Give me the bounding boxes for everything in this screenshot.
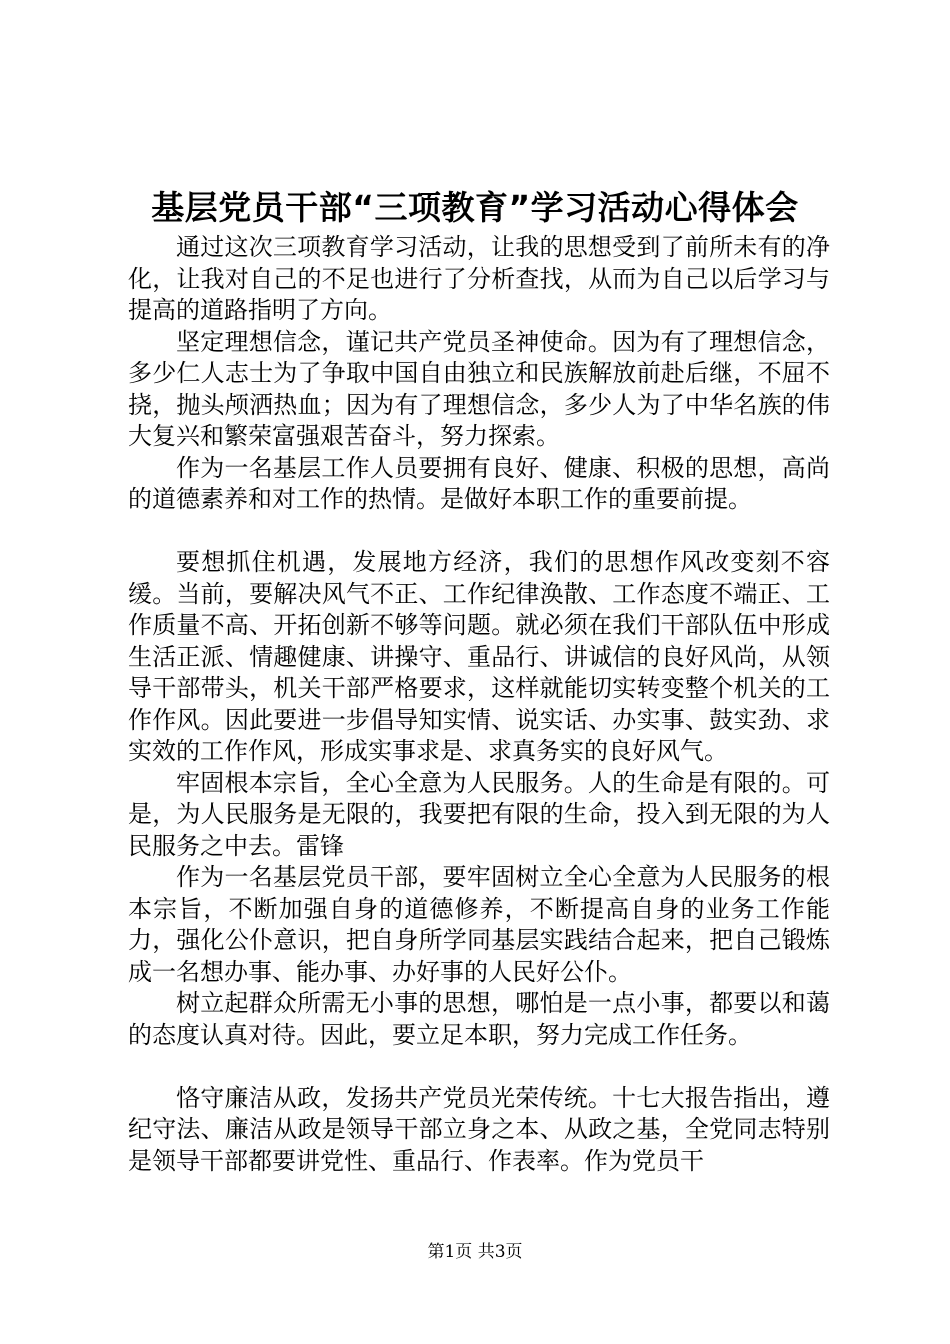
paragraph: 树立起群众所需无小事的思想，哪怕是一点小事，都要以和蔼的态度认真对待。因此，要立足本职，努力完成工作任务。: [128, 989, 830, 1049]
document-title: 基层党员干部“三项教育”学习活动心得体会: [151, 188, 799, 227]
paragraph: 通过这次三项教育学习活动，让我的思想受到了前所未有的净化，让我对自己的不足也进行了分析查找，从而为自己以后学习与提高的道路指明了方向。: [128, 233, 830, 324]
paragraph: 坚定理想信念，谨记共产党员圣神使命。因为有了理想信念，多少仁人志士为了争取中国自由独立和民族解放前赴后继，不屈不挠，抛头颅洒热血；因为有了理想信念，多少人为了中华名族的伟大复兴和繁荣富强艰苦奋斗，努力探索。: [128, 327, 830, 450]
page-number-footer: 第1页 共3页: [427, 1242, 523, 1262]
paragraph: 要想抓住机遇，发展地方经济，我们的思想作风改变刻不容缓。当前，要解决风气不正、工作纪律涣散、工作态度不端正、工作质量不高、开拓创新不够等问题。就必须在我们干部队伍中形成生活正派、情趣健康、讲操守、重品行、讲诚信的良好风尚，从领导干部带头，机关干部严格要求，这样就能切实转变整个机关的工作作风。因此要进一步倡导知实情、说实话、办实事、鼓实劲、求实效的工作作风，形成实事求是、求真务实的良好风气。: [128, 548, 830, 765]
paragraph: 作为一名基层工作人员要拥有良好、健康、积极的思想，高尚的道德素养和对工作的热情。是做好本职工作的重要前提。: [128, 453, 830, 513]
paragraph: 作为一名基层党员干部，要牢固树立全心全意为人民服务的根本宗旨，不断加强自身的道德修养，不断提高自身的业务工作能力，强化公仆意识，把自身所学同基层实践结合起来，把自己锻炼成一名想办事、能办事、办好事的人民好公仆。: [128, 863, 830, 986]
paragraph: 牢固根本宗旨，全心全意为人民服务。人的生命是有限的。可是，为人民服务是无限的，我要把有限的生命，投入到无限的为人民服务之中去。雷锋: [128, 768, 830, 860]
paragraph: 恪守廉洁从政，发扬共产党员光荣传统。十七大报告指出，遵纪守法、廉洁从政是领导干部立身之本、从政之基，全党同志特别是领导干部都要讲党性、重品行、作表率。作为党员干: [128, 1083, 830, 1175]
document-body: [128, 232, 830, 1177]
